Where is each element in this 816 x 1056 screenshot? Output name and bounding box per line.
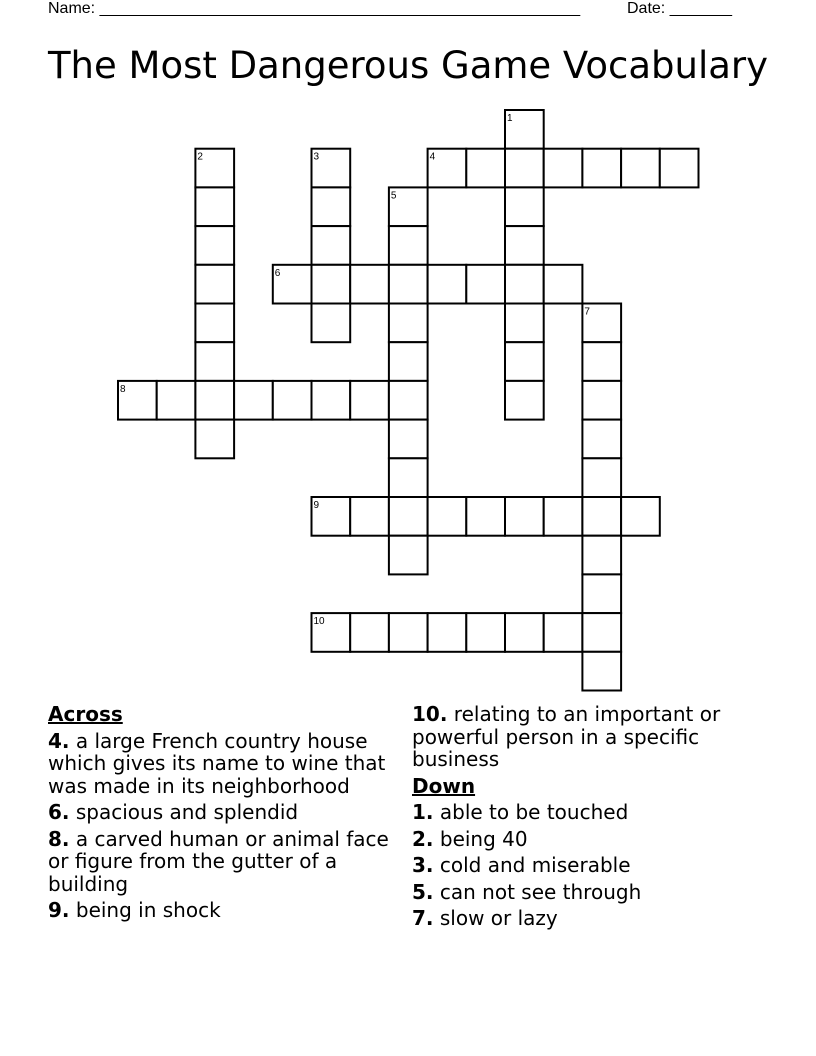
grid-cell[interactable] (195, 265, 234, 304)
grid-cell[interactable] (505, 304, 544, 343)
clue-number: 4. (48, 728, 70, 753)
grid-cell[interactable] (505, 187, 544, 226)
grid-cell[interactable] (118, 381, 157, 420)
grid-cell[interactable] (428, 613, 467, 652)
grid-cell[interactable] (389, 497, 428, 536)
grid-cell[interactable] (312, 226, 351, 265)
grid-cell[interactable] (195, 226, 234, 265)
clue-number: 8. (48, 826, 70, 851)
grid-cell[interactable] (312, 187, 351, 226)
page-title: The Most Dangerous Game Vocabulary (47, 44, 769, 87)
grid-cell[interactable] (466, 613, 505, 652)
clue-across-8 (48, 828, 398, 896)
grid-cell[interactable] (466, 265, 505, 304)
clue-text: a carved human or animal face or figure from the gutter of a building (48, 826, 389, 896)
cell-number: 7 (584, 306, 590, 318)
cell-number: 2 (197, 151, 203, 163)
grid-cell[interactable] (350, 381, 389, 420)
cell-number: 6 (274, 267, 281, 279)
grid-cell[interactable] (312, 381, 351, 420)
grid-cell[interactable] (389, 226, 428, 265)
grid-cell[interactable] (582, 652, 621, 691)
grid-cell[interactable] (428, 497, 467, 536)
clue-across-9 (48, 899, 398, 922)
clue-number: 6. (48, 800, 70, 824)
grid-cell[interactable] (466, 149, 505, 188)
clue-text: a large French country house which gives its name to wine that was made in its neighborhood (48, 728, 386, 798)
clue-number: 2. (412, 826, 434, 851)
grid-cell[interactable] (582, 342, 621, 381)
clue-down-1 (412, 801, 762, 824)
grid-cell[interactable] (312, 149, 351, 188)
cell-number: 9 (313, 500, 320, 511)
grid-cell[interactable] (544, 149, 583, 188)
grid-cell[interactable] (389, 265, 428, 304)
grid-cell[interactable] (544, 613, 583, 652)
clue-down-5 (412, 881, 762, 904)
clue-number: 3. (412, 853, 434, 877)
grid-cell[interactable] (312, 613, 351, 652)
clue-text: can not see through (439, 879, 642, 904)
cell-number: 10 (313, 616, 325, 628)
cell-number: 1 (507, 113, 513, 124)
clue-number: 10. (412, 702, 448, 726)
grid-cell[interactable] (195, 304, 234, 343)
grid-cell[interactable] (428, 265, 467, 304)
cell-number: 4 (429, 151, 436, 163)
grid-cell[interactable] (389, 458, 428, 497)
clues-column-right (412, 703, 762, 934)
grid-cell[interactable] (582, 420, 621, 459)
grid-cell[interactable] (582, 381, 621, 420)
grid-cell[interactable] (505, 613, 544, 652)
grid-cell[interactable] (350, 613, 389, 652)
clue-down-3 (412, 854, 762, 877)
grid-cell[interactable] (582, 574, 621, 613)
clue-down-7 (412, 907, 762, 930)
grid-cell[interactable] (195, 420, 234, 459)
grid-cell[interactable] (234, 381, 273, 420)
grid-cell[interactable] (505, 381, 544, 420)
clue-text: slow or lazy (439, 906, 558, 930)
name-field[interactable]: Name: ______________________________________________________ (48, 0, 581, 17)
grid-cell[interactable] (505, 265, 544, 304)
clue-text: spacious and splendid (75, 800, 299, 824)
clue-across-4 (48, 730, 398, 798)
grid-cell[interactable] (389, 187, 428, 226)
clue-across-6 (48, 801, 398, 824)
grid-cell[interactable] (312, 304, 351, 343)
grid-cell[interactable] (660, 149, 699, 188)
grid-cell[interactable] (505, 497, 544, 536)
clue-text: cold and miserable (439, 853, 631, 877)
grid-cell[interactable] (466, 497, 505, 536)
clue-number: 5. (412, 879, 434, 904)
clue-number: 1. (412, 800, 434, 824)
grid-cell[interactable] (582, 536, 621, 575)
cell-number: 3 (313, 151, 320, 163)
clue-text: able to be touched (439, 800, 629, 824)
grid-cell[interactable] (505, 110, 544, 149)
cell-number: 5 (390, 190, 397, 202)
grid-cell[interactable] (195, 187, 234, 226)
clue-text: being in shock (75, 898, 221, 922)
grid-cell[interactable] (350, 497, 389, 536)
grid-cell[interactable] (195, 342, 234, 381)
grid-cell[interactable] (582, 304, 621, 343)
grid-cell[interactable] (195, 381, 234, 420)
clue-number: 7. (412, 906, 434, 930)
grid-cell[interactable] (389, 613, 428, 652)
grid-cell[interactable] (273, 381, 312, 420)
clue-down-2 (412, 828, 762, 851)
grid-cell[interactable] (582, 613, 621, 652)
grid-cell[interactable] (505, 226, 544, 265)
grid-cell[interactable] (312, 497, 351, 536)
grid-cell[interactable] (350, 265, 389, 304)
cell-number: 8 (120, 383, 126, 395)
grid-cell[interactable] (389, 381, 428, 420)
grid-cell[interactable] (389, 420, 428, 459)
clue-text: relating to an important or powerful person in a specific business (412, 702, 721, 771)
grid-cell[interactable] (582, 458, 621, 497)
grid-cell[interactable] (273, 265, 312, 304)
grid-cell[interactable] (582, 149, 621, 188)
grid-cell[interactable] (544, 497, 583, 536)
grid-cell[interactable] (389, 342, 428, 381)
clue-across-10 (412, 703, 762, 771)
across-heading: Across (48, 702, 123, 726)
grid-cell[interactable] (621, 149, 660, 188)
clues-column-left (48, 703, 398, 926)
date-field[interactable]: Date: _______ (627, 0, 732, 17)
down-heading: Down (412, 773, 476, 798)
header (48, 0, 748, 20)
grid-cell[interactable] (582, 497, 621, 536)
grid-cell[interactable] (621, 497, 660, 536)
grid-cell[interactable] (428, 149, 467, 188)
clue-number: 9. (48, 898, 70, 922)
grid-cell[interactable] (544, 265, 583, 304)
grid-cell[interactable] (505, 342, 544, 381)
grid-cell[interactable] (157, 381, 196, 420)
grid-cell[interactable] (389, 536, 428, 575)
grid-cell[interactable] (389, 304, 428, 343)
clue-text: being 40 (439, 826, 528, 851)
grid-cell[interactable] (312, 265, 351, 304)
grid-cell[interactable] (505, 149, 544, 188)
grid-cell[interactable] (195, 149, 234, 188)
